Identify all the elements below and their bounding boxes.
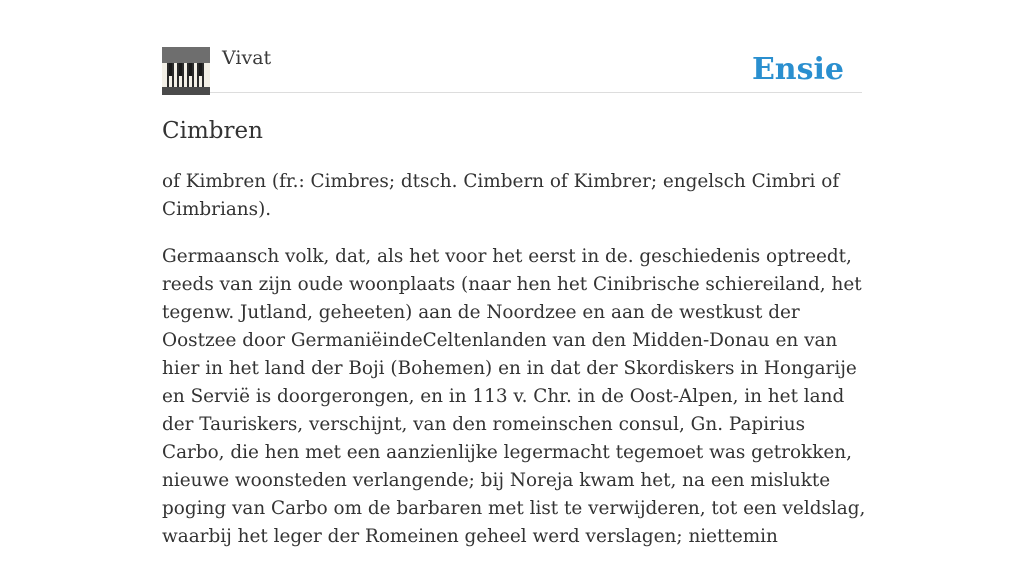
article-title: Cimbren <box>162 118 263 144</box>
brand-logo[interactable]: Ensie <box>751 52 844 87</box>
site-header <box>162 46 862 93</box>
article-body <box>162 168 867 570</box>
piano-keys-icon <box>162 47 210 95</box>
author-name[interactable]: Vivat <box>222 47 272 69</box>
author-avatar[interactable] <box>162 47 210 95</box>
article-paragraph-main: Germaansch volk, dat, als het voor het eerst in de. geschiedenis optreedt, reeds van zijn oude woonplaats (naar hen het Cinibrische schiereiland, het tegenw. Jutland, geheeten) aan de Noordzee en aan de westkust der Oostzee door GermaniëindeCeltenlanden van den Midden-Donau en van hier in het land der Boji (Bohemen) en in dat der Skordiskers in Hongarije en Servië is doorgerongen, en in 113 v. Chr. in de Oost-Alpen, in het land der Tauriskers, verschijnt, van den romeinschen consul, Gn. Papirius Carbo, die hen met een aanzienlijke legermacht tegemoet was getrokken, nieuwe woonsteden verlangende; bij Noreja kwam het, na een mislukte poging van Carbo om de barbaren met list te verwijderen, tot een veldslag, waarbij het leger der Romeinen geheel werd verslagen; niettemin <box>162 246 866 547</box>
article-paragraph-intro: of Kimbren (fr.: Cimbres; dtsch. Cimbern of Kimbrer; engelsch Cimbri of Cimbrians). <box>162 171 840 220</box>
